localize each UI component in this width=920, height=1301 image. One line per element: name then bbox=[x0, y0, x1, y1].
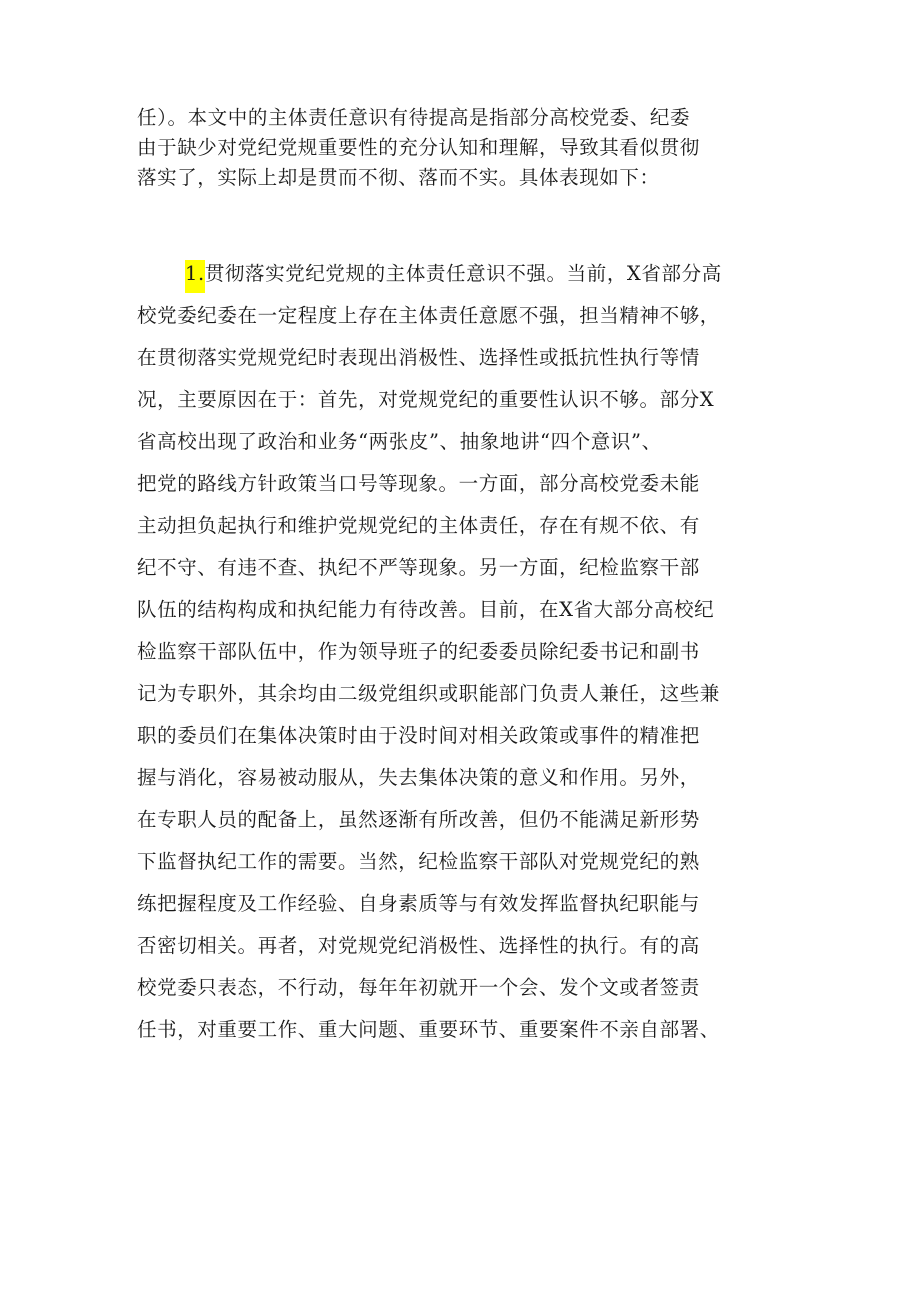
text-line: 在专职人员的配备上，虽然逐渐有所改善，但仍不能满足新形势 bbox=[137, 808, 700, 831]
text-line: 省高校出现了政治和业务“两张皮”、抽象地讲“四个意识”、 bbox=[137, 430, 662, 453]
text-line: 任书，对重要工作、重大问题、重要环节、重要案件不亲自部署、 bbox=[137, 1018, 720, 1041]
text-line: 否密切相关。再者，对党规党纪消极性、选择性的执行。有的高 bbox=[137, 934, 700, 957]
text-line: 握与消化，容易被动服从，失去集体决策的意义和作用。另外， bbox=[137, 766, 700, 789]
text-line: 把党的路线方针政策当口号等现象。一方面，部分高校党委未能 bbox=[137, 472, 700, 495]
text-line: 下监督执纪工作的需要。当然，纪检监察干部队对党规党纪的熟 bbox=[137, 850, 700, 873]
text-line: 况，主要原因在于：首先，对党规党纪的重要性认识不够。部分X bbox=[137, 388, 715, 411]
text-line-first-rest: 贯彻落实党纪党规的主体责任意识不强。当前，X省部分高 bbox=[204, 262, 722, 285]
text-line: 检监察干部队伍中，作为领导班子的纪委委员除纪委书记和副书 bbox=[137, 640, 700, 663]
text-line: 职的委员们在集体决策时由于没时间对相关政策或事件的精准把 bbox=[137, 724, 700, 747]
text-line: 校党委只表态，不行动，每年年初就开一个会、发个文或者签责 bbox=[137, 976, 700, 999]
text-line: 落实了，实际上却是贯而不彻、落而不实。具体表现如下： bbox=[137, 166, 660, 189]
text-line: 主动担负起执行和维护党规党纪的主体责任，存在有规不依、有 bbox=[137, 514, 700, 537]
text-line: 校党委纪委在一定程度上存在主体责任意愿不强，担当精神不够， bbox=[137, 304, 720, 327]
text-line: 练把握程度及工作经验、自身素质等与有效发挥监督执纪职能与 bbox=[137, 892, 700, 915]
paragraph-continuation bbox=[137, 103, 797, 193]
text-line: 在贯彻落实党规党纪时表现出消极性、选择性或抵抗性执行等情 bbox=[137, 346, 700, 369]
text-line: 记为专职外，其余均由二级党组织或职能部门负责人兼任，这些兼 bbox=[137, 682, 720, 705]
highlighted-list-marker: 1. bbox=[185, 260, 205, 293]
text-line: 纪不守、有违不查、执纪不严等现象。另一方面，纪检监察干部 bbox=[137, 556, 700, 579]
text-line: 由于缺少对党纪党规重要性的充分认知和理解，导致其看似贯彻 bbox=[137, 136, 700, 159]
text-line: 任）。本文中的主体责任意识有待提高是指部分高校党委、纪委 bbox=[137, 106, 691, 129]
text-line-first bbox=[137, 253, 817, 295]
paragraph-section-1 bbox=[137, 253, 817, 1051]
text-line: 队伍的结构构成和执纪能力有待改善。目前，在X省大部分高校纪 bbox=[137, 598, 715, 621]
